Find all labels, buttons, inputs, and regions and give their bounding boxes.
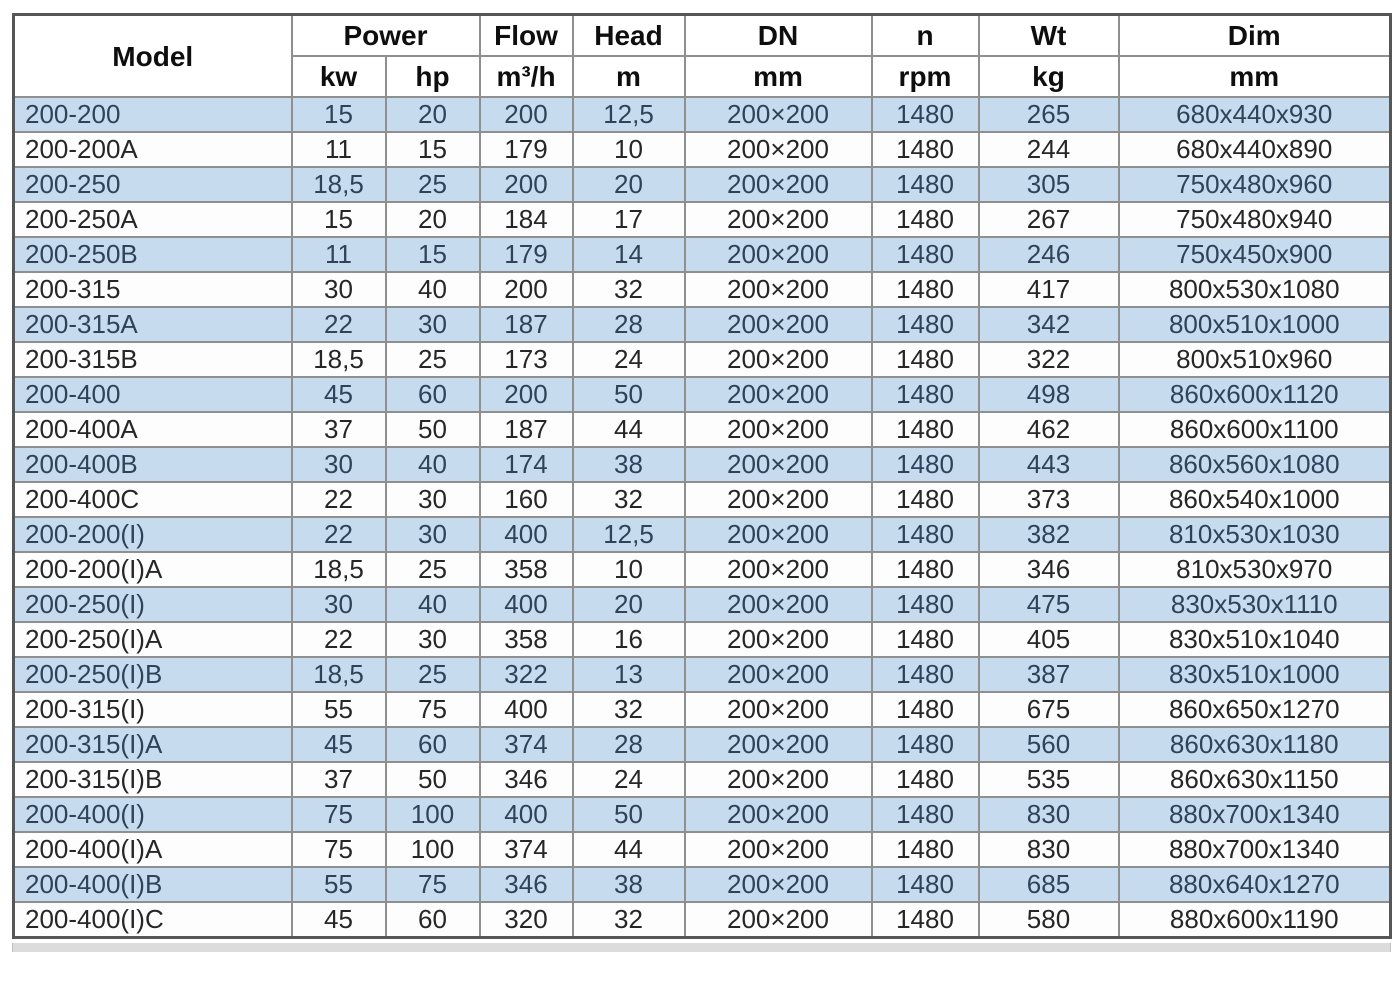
cell-hp: 100 — [386, 832, 480, 867]
cell-flow: 179 — [480, 237, 573, 272]
header-row-groups — [14, 15, 1391, 57]
cell-dim: 860x630x1150 — [1119, 762, 1391, 797]
cell-head: 50 — [573, 377, 685, 412]
cell-flow: 179 — [480, 132, 573, 167]
table-row — [14, 132, 1391, 167]
cell-wt: 830 — [979, 797, 1119, 832]
cell-dim: 800x510x1000 — [1119, 307, 1391, 342]
cell-kw: 30 — [292, 447, 386, 482]
table-row — [14, 342, 1391, 377]
cell-hp: 15 — [386, 132, 480, 167]
cell-kw: 30 — [292, 587, 386, 622]
cell-n: 1480 — [872, 622, 979, 657]
cell-flow: 322 — [480, 657, 573, 692]
cell-model: 200-250A — [14, 202, 292, 237]
cell-n: 1480 — [872, 692, 979, 727]
header-unit-n: rpm — [872, 56, 979, 97]
header-model: Model — [14, 15, 292, 98]
cell-flow: 187 — [480, 307, 573, 342]
cell-hp: 25 — [386, 167, 480, 202]
cell-dim: 860x560x1080 — [1119, 447, 1391, 482]
cell-dim: 810x530x970 — [1119, 552, 1391, 587]
table-row — [14, 727, 1391, 762]
header-n: n — [872, 15, 979, 57]
table-row — [14, 622, 1391, 657]
cell-hp: 100 — [386, 797, 480, 832]
cell-wt: 830 — [979, 832, 1119, 867]
header-unit-kw: kw — [292, 56, 386, 97]
cell-model: 200-200A — [14, 132, 292, 167]
cell-model: 200-400(I)B — [14, 867, 292, 902]
cell-head: 12,5 — [573, 97, 685, 132]
cell-head: 28 — [573, 727, 685, 762]
header-head: Head — [573, 15, 685, 57]
cell-dn: 200×200 — [685, 447, 872, 482]
cell-model: 200-200 — [14, 97, 292, 132]
cell-model: 200-400 — [14, 377, 292, 412]
table-row — [14, 552, 1391, 587]
cell-wt: 387 — [979, 657, 1119, 692]
cell-flow: 374 — [480, 832, 573, 867]
cell-head: 13 — [573, 657, 685, 692]
cell-wt: 342 — [979, 307, 1119, 342]
cell-dim: 680x440x930 — [1119, 97, 1391, 132]
cell-flow: 346 — [480, 867, 573, 902]
cell-n: 1480 — [872, 97, 979, 132]
cell-head: 10 — [573, 132, 685, 167]
cell-model: 200-400(I)A — [14, 832, 292, 867]
cell-wt: 305 — [979, 167, 1119, 202]
cell-dn: 200×200 — [685, 587, 872, 622]
cell-wt: 535 — [979, 762, 1119, 797]
cell-n: 1480 — [872, 587, 979, 622]
cell-kw: 18,5 — [292, 167, 386, 202]
cell-kw: 22 — [292, 307, 386, 342]
cell-model: 200-315B — [14, 342, 292, 377]
cell-dim: 880x700x1340 — [1119, 832, 1391, 867]
table-row — [14, 307, 1391, 342]
cell-head: 28 — [573, 307, 685, 342]
cell-dim: 880x640x1270 — [1119, 867, 1391, 902]
table-row — [14, 797, 1391, 832]
cell-dn: 200×200 — [685, 622, 872, 657]
cell-flow: 200 — [480, 377, 573, 412]
cell-wt: 417 — [979, 272, 1119, 307]
cell-kw: 11 — [292, 132, 386, 167]
cell-n: 1480 — [872, 447, 979, 482]
table-body — [14, 97, 1391, 938]
cell-wt: 462 — [979, 412, 1119, 447]
cell-head: 32 — [573, 272, 685, 307]
cell-kw: 15 — [292, 202, 386, 237]
cell-n: 1480 — [872, 272, 979, 307]
cell-flow: 400 — [480, 517, 573, 552]
table-row — [14, 832, 1391, 867]
cell-n: 1480 — [872, 867, 979, 902]
cell-n: 1480 — [872, 237, 979, 272]
cell-kw: 45 — [292, 727, 386, 762]
cell-hp: 30 — [386, 307, 480, 342]
cell-flow: 187 — [480, 412, 573, 447]
cell-flow: 320 — [480, 902, 573, 938]
cell-hp: 30 — [386, 622, 480, 657]
cell-model: 200-315(I) — [14, 692, 292, 727]
cell-head: 44 — [573, 412, 685, 447]
header-unit-dim: mm — [1119, 56, 1391, 97]
cell-wt: 443 — [979, 447, 1119, 482]
header-unit-hp: hp — [386, 56, 480, 97]
cell-head: 20 — [573, 167, 685, 202]
cell-head: 24 — [573, 342, 685, 377]
table-row — [14, 272, 1391, 307]
header-unit-dn: mm — [685, 56, 872, 97]
cell-model: 200-250(I) — [14, 587, 292, 622]
cell-dim: 750x450x900 — [1119, 237, 1391, 272]
cell-dn: 200×200 — [685, 342, 872, 377]
cell-wt: 265 — [979, 97, 1119, 132]
cell-flow: 400 — [480, 797, 573, 832]
cell-n: 1480 — [872, 412, 979, 447]
cell-kw: 37 — [292, 412, 386, 447]
cell-model: 200-400C — [14, 482, 292, 517]
header-unit-head: m — [573, 56, 685, 97]
header-wt: Wt — [979, 15, 1119, 57]
cell-dim: 880x600x1190 — [1119, 902, 1391, 938]
cell-hp: 20 — [386, 202, 480, 237]
cell-kw: 22 — [292, 517, 386, 552]
cell-dn: 200×200 — [685, 132, 872, 167]
cell-kw: 55 — [292, 692, 386, 727]
cell-dim: 800x510x960 — [1119, 342, 1391, 377]
cell-head: 32 — [573, 902, 685, 938]
cell-dn: 200×200 — [685, 202, 872, 237]
cell-hp: 25 — [386, 342, 480, 377]
cell-dn: 200×200 — [685, 902, 872, 938]
cell-model: 200-250B — [14, 237, 292, 272]
cell-hp: 25 — [386, 657, 480, 692]
cell-flow: 174 — [480, 447, 573, 482]
cell-dim: 830x530x1110 — [1119, 587, 1391, 622]
cell-hp: 40 — [386, 272, 480, 307]
cell-n: 1480 — [872, 482, 979, 517]
cell-hp: 30 — [386, 517, 480, 552]
table-row — [14, 902, 1391, 938]
cell-head: 20 — [573, 587, 685, 622]
cell-flow: 200 — [480, 97, 573, 132]
cell-hp: 15 — [386, 237, 480, 272]
cell-n: 1480 — [872, 552, 979, 587]
cell-dn: 200×200 — [685, 762, 872, 797]
cell-n: 1480 — [872, 762, 979, 797]
cell-dn: 200×200 — [685, 517, 872, 552]
cell-model: 200-315 — [14, 272, 292, 307]
cell-hp: 40 — [386, 587, 480, 622]
cell-flow: 200 — [480, 167, 573, 202]
cell-kw: 45 — [292, 902, 386, 938]
cell-dim: 830x510x1040 — [1119, 622, 1391, 657]
table-row — [14, 517, 1391, 552]
cell-flow: 400 — [480, 587, 573, 622]
cell-dim: 860x540x1000 — [1119, 482, 1391, 517]
cell-kw: 15 — [292, 97, 386, 132]
cell-kw: 22 — [292, 482, 386, 517]
table-header — [14, 15, 1391, 98]
cell-wt: 475 — [979, 587, 1119, 622]
cell-flow: 358 — [480, 552, 573, 587]
table-row — [14, 412, 1391, 447]
table-row — [14, 377, 1391, 412]
cell-n: 1480 — [872, 902, 979, 938]
cell-wt: 685 — [979, 867, 1119, 902]
cell-head: 10 — [573, 552, 685, 587]
table-row — [14, 657, 1391, 692]
cell-head: 32 — [573, 692, 685, 727]
cell-n: 1480 — [872, 342, 979, 377]
cell-wt: 675 — [979, 692, 1119, 727]
cell-dn: 200×200 — [685, 552, 872, 587]
cell-hp: 75 — [386, 867, 480, 902]
cell-dim: 830x510x1000 — [1119, 657, 1391, 692]
cell-hp: 60 — [386, 902, 480, 938]
cell-model: 200-200(I) — [14, 517, 292, 552]
cell-head: 24 — [573, 762, 685, 797]
cell-model: 200-400A — [14, 412, 292, 447]
cell-dn: 200×200 — [685, 482, 872, 517]
cell-dn: 200×200 — [685, 797, 872, 832]
header-dim: Dim — [1119, 15, 1391, 57]
table-row — [14, 587, 1391, 622]
cell-kw: 45 — [292, 377, 386, 412]
cell-dim: 800x530x1080 — [1119, 272, 1391, 307]
cell-dim: 860x600x1100 — [1119, 412, 1391, 447]
cell-kw: 55 — [292, 867, 386, 902]
cell-model: 200-400B — [14, 447, 292, 482]
cell-n: 1480 — [872, 307, 979, 342]
cell-wt: 373 — [979, 482, 1119, 517]
cell-model: 200-315A — [14, 307, 292, 342]
cell-flow: 160 — [480, 482, 573, 517]
cell-dn: 200×200 — [685, 97, 872, 132]
cell-dim: 860x600x1120 — [1119, 377, 1391, 412]
cell-flow: 400 — [480, 692, 573, 727]
cell-head: 44 — [573, 832, 685, 867]
cell-model: 200-200(I)A — [14, 552, 292, 587]
cell-model: 200-250 — [14, 167, 292, 202]
cell-flow: 184 — [480, 202, 573, 237]
cell-head: 50 — [573, 797, 685, 832]
cell-wt: 405 — [979, 622, 1119, 657]
cell-model: 200-315(I)A — [14, 727, 292, 762]
cell-kw: 22 — [292, 622, 386, 657]
cell-model: 200-400(I)C — [14, 902, 292, 938]
cell-n: 1480 — [872, 202, 979, 237]
cell-dim: 860x650x1270 — [1119, 692, 1391, 727]
cell-hp: 60 — [386, 377, 480, 412]
cell-kw: 30 — [292, 272, 386, 307]
header-unit-wt: kg — [979, 56, 1119, 97]
table-row — [14, 202, 1391, 237]
cell-dn: 200×200 — [685, 272, 872, 307]
cell-kw: 11 — [292, 237, 386, 272]
cell-dim: 860x630x1180 — [1119, 727, 1391, 762]
cell-n: 1480 — [872, 132, 979, 167]
cell-kw: 75 — [292, 797, 386, 832]
table-row — [14, 97, 1391, 132]
cell-kw: 37 — [292, 762, 386, 797]
cell-flow: 200 — [480, 272, 573, 307]
partial-next-row — [12, 943, 1391, 952]
cell-n: 1480 — [872, 797, 979, 832]
cell-kw: 18,5 — [292, 342, 386, 377]
cell-dn: 200×200 — [685, 832, 872, 867]
cell-hp: 50 — [386, 412, 480, 447]
cell-hp: 20 — [386, 97, 480, 132]
cell-hp: 50 — [386, 762, 480, 797]
cell-wt: 560 — [979, 727, 1119, 762]
table-row — [14, 237, 1391, 272]
cell-kw: 18,5 — [292, 657, 386, 692]
cell-flow: 374 — [480, 727, 573, 762]
cell-dn: 200×200 — [685, 237, 872, 272]
cell-wt: 246 — [979, 237, 1119, 272]
cell-dn: 200×200 — [685, 412, 872, 447]
cell-head: 32 — [573, 482, 685, 517]
cell-hp: 75 — [386, 692, 480, 727]
cell-wt: 382 — [979, 517, 1119, 552]
pump-spec-table — [12, 13, 1392, 939]
header-dn: DN — [685, 15, 872, 57]
cell-head: 14 — [573, 237, 685, 272]
cell-wt: 322 — [979, 342, 1119, 377]
cell-model: 200-315(I)B — [14, 762, 292, 797]
cell-wt: 346 — [979, 552, 1119, 587]
cell-hp: 60 — [386, 727, 480, 762]
cell-kw: 18,5 — [292, 552, 386, 587]
table-row — [14, 482, 1391, 517]
cell-flow: 358 — [480, 622, 573, 657]
cell-n: 1480 — [872, 167, 979, 202]
table-row — [14, 762, 1391, 797]
header-unit-flow: m³/h — [480, 56, 573, 97]
table-row — [14, 447, 1391, 482]
cell-dn: 200×200 — [685, 377, 872, 412]
header-flow: Flow — [480, 15, 573, 57]
cell-wt: 244 — [979, 132, 1119, 167]
cell-dn: 200×200 — [685, 657, 872, 692]
cell-head: 16 — [573, 622, 685, 657]
cell-dn: 200×200 — [685, 307, 872, 342]
cell-dim: 750x480x960 — [1119, 167, 1391, 202]
cell-n: 1480 — [872, 657, 979, 692]
cell-model: 200-400(I) — [14, 797, 292, 832]
table-row — [14, 867, 1391, 902]
cell-n: 1480 — [872, 377, 979, 412]
cell-n: 1480 — [872, 832, 979, 867]
cell-head: 38 — [573, 447, 685, 482]
cell-dn: 200×200 — [685, 867, 872, 902]
cell-flow: 173 — [480, 342, 573, 377]
cell-flow: 346 — [480, 762, 573, 797]
cell-head: 17 — [573, 202, 685, 237]
cell-hp: 30 — [386, 482, 480, 517]
cell-dn: 200×200 — [685, 692, 872, 727]
cell-hp: 25 — [386, 552, 480, 587]
cell-dim: 810x530x1030 — [1119, 517, 1391, 552]
cell-hp: 40 — [386, 447, 480, 482]
cell-dim: 880x700x1340 — [1119, 797, 1391, 832]
cell-head: 12,5 — [573, 517, 685, 552]
cell-wt: 267 — [979, 202, 1119, 237]
table-row — [14, 167, 1391, 202]
cell-n: 1480 — [872, 727, 979, 762]
cell-kw: 75 — [292, 832, 386, 867]
cell-dim: 680x440x890 — [1119, 132, 1391, 167]
cell-dim: 750x480x940 — [1119, 202, 1391, 237]
table-row — [14, 692, 1391, 727]
header-power: Power — [292, 15, 480, 57]
cell-wt: 498 — [979, 377, 1119, 412]
cell-wt: 580 — [979, 902, 1119, 938]
cell-dn: 200×200 — [685, 167, 872, 202]
cell-dn: 200×200 — [685, 727, 872, 762]
cell-head: 38 — [573, 867, 685, 902]
cell-model: 200-250(I)B — [14, 657, 292, 692]
cell-model: 200-250(I)A — [14, 622, 292, 657]
cell-n: 1480 — [872, 517, 979, 552]
